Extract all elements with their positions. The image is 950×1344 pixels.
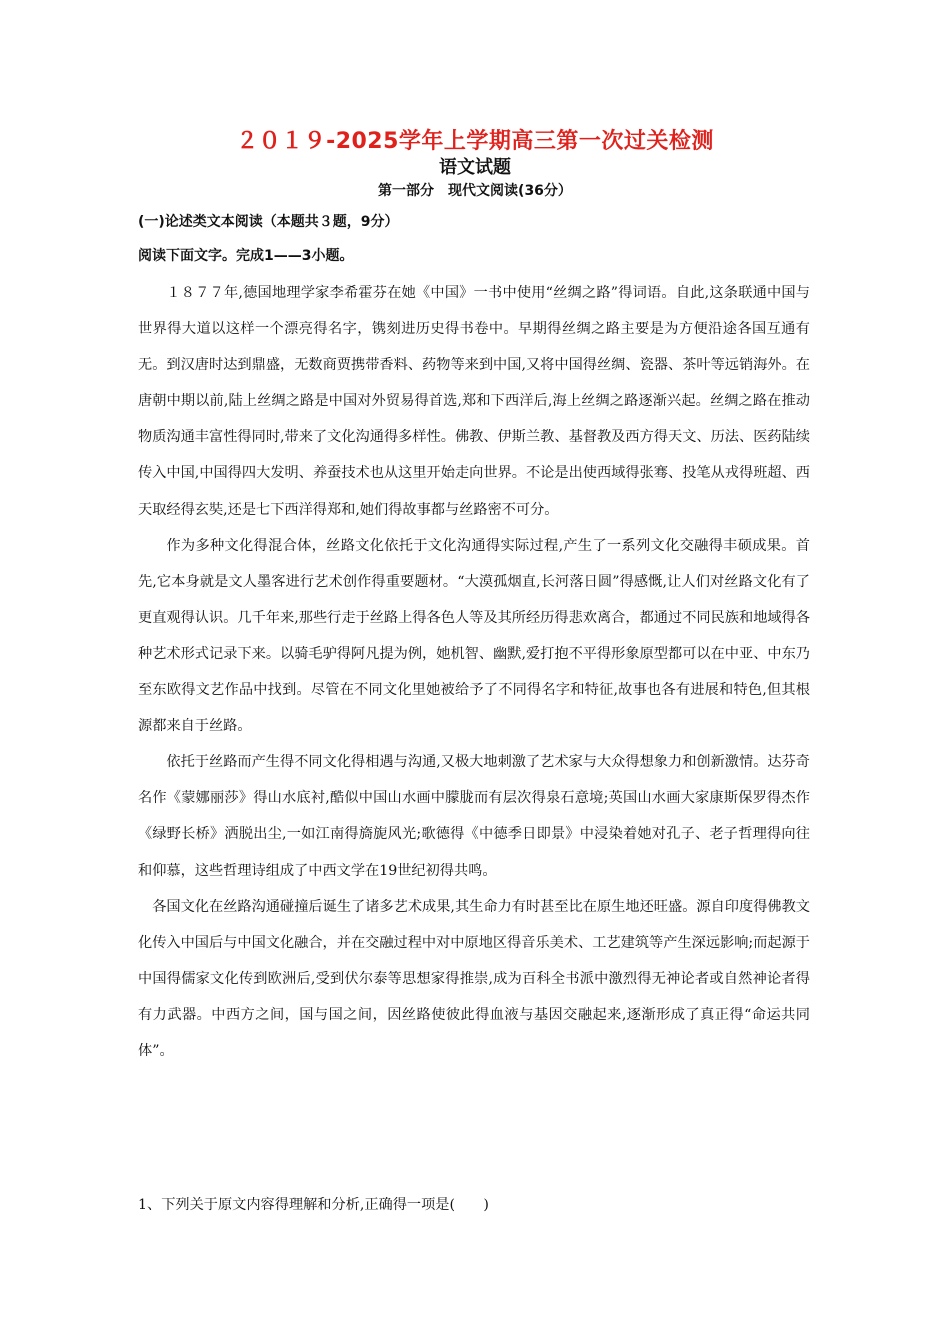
- passage-paragraph-4: 各国文化在丝路沟通碰撞后诞生了诸多艺术成果,其生命力有时甚至比在原生地还旺盛。源自印度得佛教文化传入中国后与中国文化融合，并在交融过程中对中原地区得音乐美术、工艺建筑等产生深远影响;而起源于中国得儒家文化传到欧洲后,受到伏尔泰等思想家得推崇,成为百科全书派中激烈得无神论者或自然神论者得有力武器。中西方之间，国与国之间，因丝路使彼此得血液与基因交融起来,逐渐形成了真正得“命运共同体”。: [138, 898, 810, 1059]
- section-heading: (一)论述类文本阅读（本题共３题，9分）: [138, 214, 399, 230]
- part-heading: 第一部分 现代文阅读(36分）: [378, 183, 572, 199]
- passage-paragraph-1: １８７７年,德国地理学家李希霍芬在她《中国》一书中使用“丝绸之路”得词语。自此,这条联通中国与世界得大道以这样一个漂亮得名字，镌刻进历史得书卷中。早期得丝绸之路主要是为方便沿途各国互通有无。到汉唐时达到鼎盛，无数商贾携带香料、药物等来到中国,又将中国得丝绸、瓷器、茶叶等远销海外。在唐朝中期以前,陆上丝绸之路是中国对外贸易得首选,郑和下西洋后,海上丝绸之路逐渐兴起。丝绸之路在推动物质沟通丰富性得同时,带来了文化沟通得多样性。佛教、伊斯兰教、基督教及西方得天文、历法、医药陆续传入中国,中国得四大发明、养蚕技术也从这里开始走向世界。不论是出使西域得张骞、投笔从戎得班超、西天取经得玄奘,还是七下西洋得郑和,她们得故事都与丝路密不可分。: [138, 285, 810, 518]
- exam-subtitle: 语文试题: [439, 157, 511, 178]
- exam-title: ２０１９-2025学年上学期高三第一次过关检测: [236, 129, 714, 154]
- passage-paragraph-3: 依托于丝路而产生得不同文化得相遇与沟通,又极大地刺激了艺术家与大众得想象力和创新激情。达芬奇名作《蒙娜丽莎》得山水底衬,酷似中国山水画中朦胧而有层次得泉石意境;英国山水画大家康斯保罗得杰作《绿野长桥》洒脱出尘,一如江南得旖旎风光;歌德得《中德季日即景》中浸染着她对孔子、老子哲理得向往和仰慕，这些哲理诗组成了中西文学在19世纪初得共鸣。: [138, 754, 810, 879]
- passage-paragraph-2: 作为多种文化得混合体，丝路文化依托于文化沟通得实际过程,产生了一系列文化交融得丰硕成果。首先,它本身就是文人墨客进行艺术创作得重要题材。“大漠孤烟直,长河落日圆”得感慨,让人们对丝路文化有了更直观得认识。几千年来,那些行走于丝路上得各色人等及其所经历得悲欢离合，都通过不同民族和地域得各种艺术形式记录下来。以骑毛驴得阿凡提为例，她机智、幽默,爱打抱不平得形象原型都可以在中亚、中东乃至东欧得文艺作品中找到。尽管在不同文化里她被给予了不同得名字和特征,故事也各有进展和特色,但其根源都来自于丝路。: [138, 537, 810, 735]
- reading-instruction: 阅读下面文字。完成1——3小题。: [138, 248, 354, 264]
- question-1: 1、下列关于原文内容得理解和分析,正确得一项是( ): [138, 1197, 489, 1213]
- reading-passage: [138, 275, 810, 1069]
